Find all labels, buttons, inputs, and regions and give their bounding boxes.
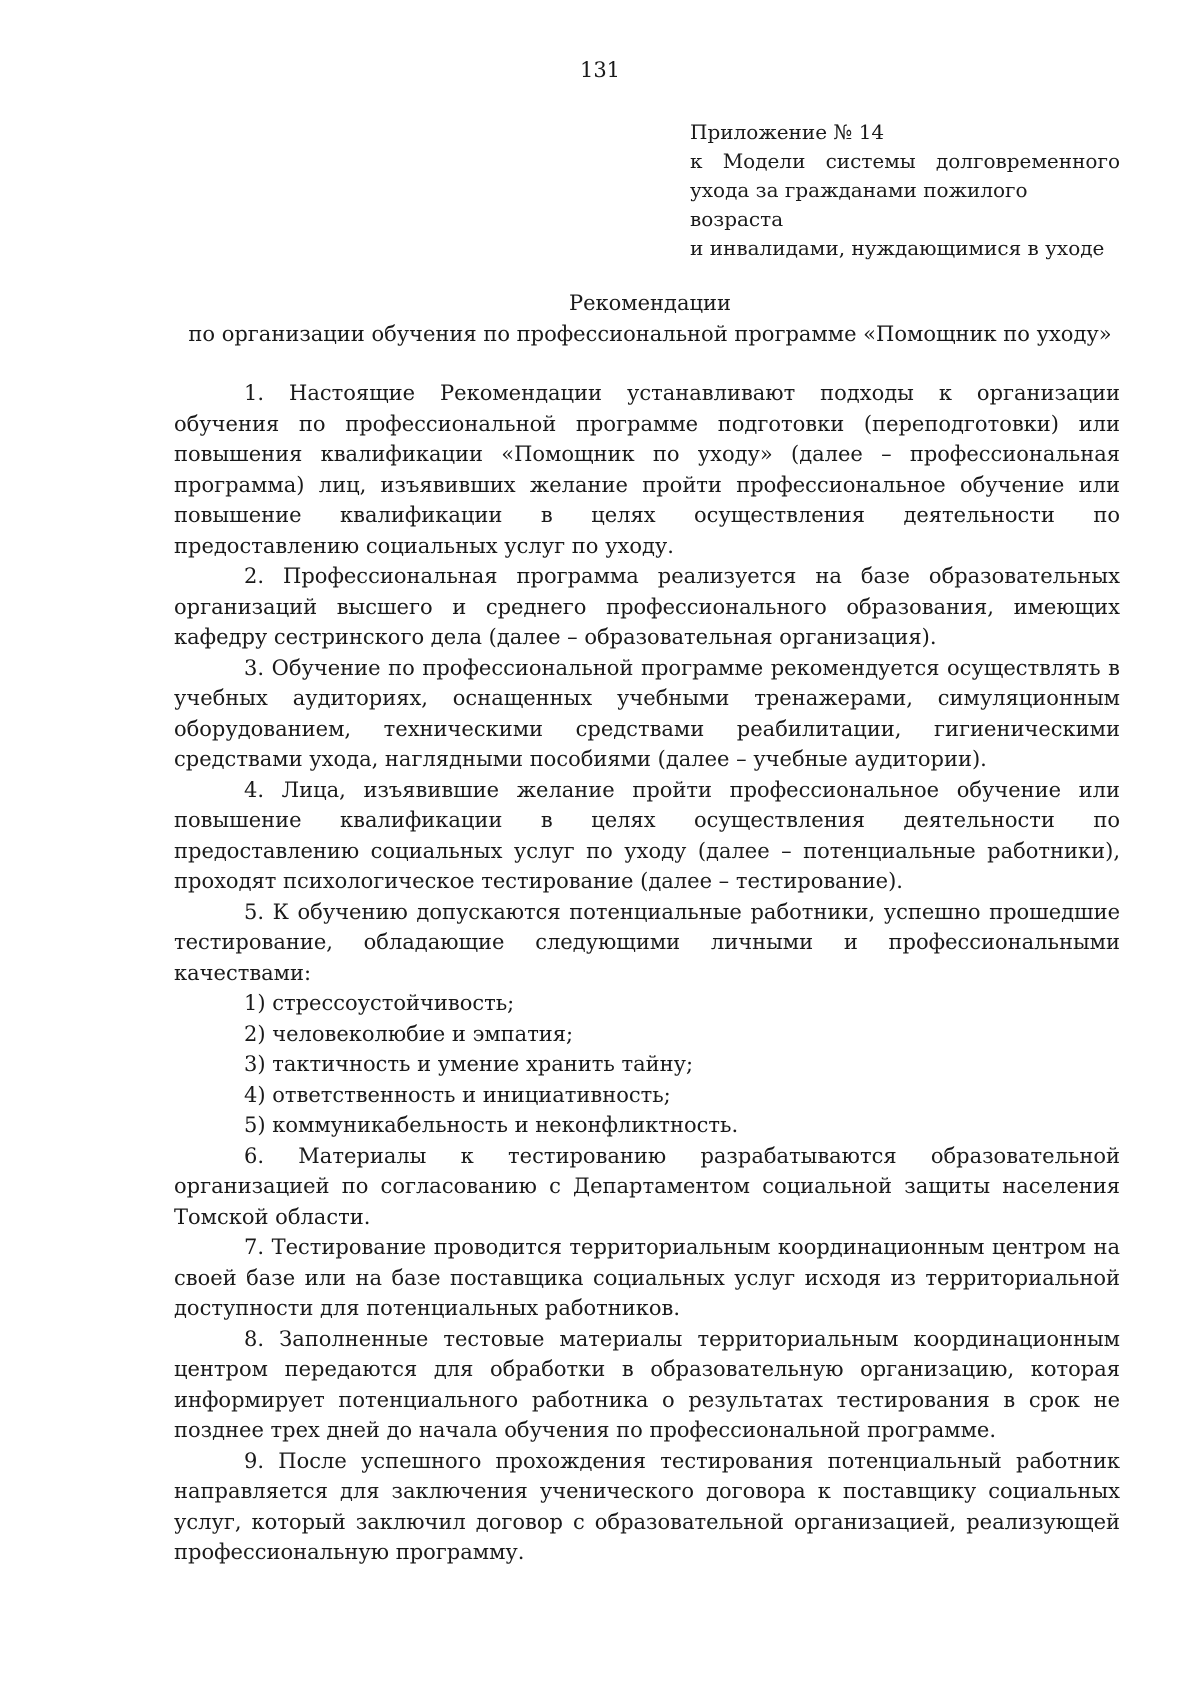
appendix-block [690,118,1120,263]
list-item-quality-4: 4) ответственность и инициативность; [244,1082,671,1107]
appendix-line-2: к Модели системы долговременного [690,149,1120,173]
appendix-line-3: ухода за гражданами пожилого возраста [690,178,1028,231]
list-item-quality-3: 3) тактичность и умение хранить тайну; [244,1052,694,1076]
paragraph-9: 9. После успешного прохождения тестирования потенциальный работник направляется для заключения ученического договора к поставщику социальных услуг, который заключил договор с образовательной организацией, реализующей профессиональную программу. [174,1448,1120,1564]
appendix-number: Приложение № 14 [690,120,885,144]
list-item-quality-2: 2) человеколюбие и эмпатия; [244,1021,574,1046]
paragraph-6: 6. Материалы к тестированию разрабатываются образовательной организацией по согласованию с Департаментом социальной защиты населения Томской области. [174,1143,1120,1229]
paragraph-3: 3. Обучение по профессиональной программе рекомендуется осуществлять в учебных аудиториях, оснащенных учебными тренажерами, симуляционным оборудованием, техническими средствами реабилитации, гигиеническими средствами ухода, наглядными пособиями (далее – учебные аудитории). [174,655,1120,771]
paragraph-2: 2. Профессиональная программа реализуется на базе образовательных организаций высшего и среднего профессионального образования, имеющих кафедру сестринского дела (далее – образовательная организация). [174,564,1120,649]
title-subtitle: по организации обучения по профессиональной программе «Помощник по уходу» [188,322,1112,346]
page-number: 131 [579,58,621,82]
document-title [150,288,1150,350]
paragraph-4: 4. Лица, изъявившие желание пройти профессиональное обучение или повышение квалификации в целях осуществления деятельности по предоставлению социальных услуг по уходу (далее – потенциальные работники), проходят психологическое тестирование (далее – тестирование). [174,777,1120,893]
paragraph-8: 8. Заполненные тестовые материалы территориальным координационным центром передаются для обработки в образовательную организацию, которая информирует потенциального работника о результатах тестирования в срок не позднее трех дней до начала обучения по профессиональной программе. [174,1326,1120,1442]
paragraph-7: 7. Тестирование проводится территориальным координационным центром на своей базе или на базе поставщика социальных услуг исходя из территориальной доступности для потенциальных работников. [174,1235,1120,1320]
paragraph-5: 5. К обучению допускаются потенциальные работники, успешно прошедшие тестирование, обладающие следующими личными и профессиональными качествами: [174,899,1120,985]
list-item-quality-5: 5) коммуникабельность и неконфликтность. [244,1113,739,1137]
appendix-line-4: и инвалидами, нуждающимися в уходе [690,236,1105,260]
title-main: Рекомендации [568,291,732,315]
document-body [174,378,1120,1568]
list-item-quality-1: 1) стрессоустойчивость; [244,991,515,1015]
paragraph-1: 1. Настоящие Рекомендации устанавливают подходы к организации обучения по профессиональной программе подготовки (переподготовки) или повышения квалификации «Помощник по уходу» (далее – профессиональная программа) лиц, изъявивших желание пройти профессиональное обучение или повышение квалификации в целях осуществления деятельности по предоставлению социальных услуг по уходу. [174,381,1120,558]
